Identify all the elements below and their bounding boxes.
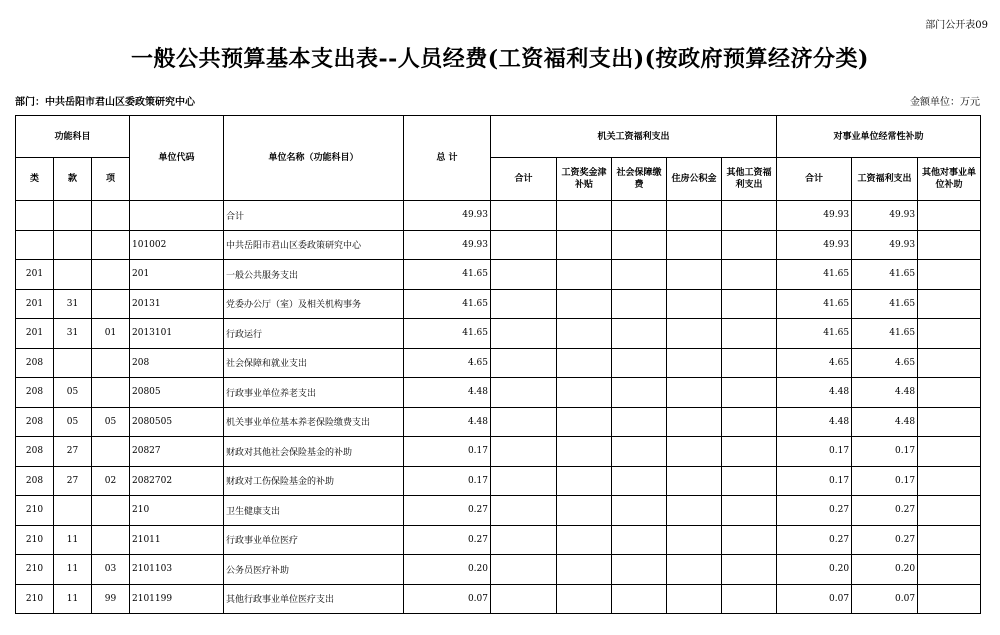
cell-org-bonus (557, 201, 612, 231)
cell-pub-wage: 41.65 (852, 260, 918, 290)
table-row (16, 555, 981, 585)
cell-org-social (612, 584, 667, 614)
cell-org-subtotal (491, 378, 557, 408)
cell-org-social (612, 555, 667, 585)
cell-pub-wage: 41.65 (852, 319, 918, 349)
cell-unit-code: 210 (130, 496, 224, 526)
cell-pub-other (918, 407, 981, 437)
cell-pub-wage: 0.17 (852, 437, 918, 467)
cell-org-bonus (557, 260, 612, 290)
header-org-wage-group: 机关工资福利支出 (491, 116, 777, 158)
cell-org-other (722, 584, 777, 614)
cell-total: 0.17 (404, 437, 491, 467)
header-public-subsidy-group: 对事业单位经常性补助 (777, 116, 981, 158)
cell-org-bonus (557, 584, 612, 614)
cell-org-social (612, 437, 667, 467)
cell-org-bonus (557, 407, 612, 437)
cell-org-housing (667, 466, 722, 496)
cell-xiang (92, 289, 130, 319)
cell-unit-code: 20131 (130, 289, 224, 319)
cell-total: 4.48 (404, 378, 491, 408)
cell-pub-wage: 0.27 (852, 496, 918, 526)
cell-xiang (92, 378, 130, 408)
cell-org-subtotal (491, 437, 557, 467)
cell-kuan (54, 260, 92, 290)
cell-pub-wage: 0.20 (852, 555, 918, 585)
cell-pub-wage: 49.93 (852, 230, 918, 260)
cell-lei: 210 (16, 584, 54, 614)
cell-lei: 208 (16, 348, 54, 378)
cell-org-housing (667, 260, 722, 290)
cell-org-other (722, 230, 777, 260)
cell-org-housing (667, 555, 722, 585)
header-lei: 类 (16, 158, 54, 201)
cell-kuan (54, 230, 92, 260)
cell-org-housing (667, 319, 722, 349)
cell-kuan: 31 (54, 319, 92, 349)
cell-unit-code: 201 (130, 260, 224, 290)
cell-org-housing (667, 407, 722, 437)
cell-org-bonus (557, 378, 612, 408)
cell-pub-other (918, 348, 981, 378)
cell-pub-subtotal: 0.20 (777, 555, 852, 585)
table-row (16, 378, 981, 408)
cell-kuan (54, 348, 92, 378)
cell-org-other (722, 437, 777, 467)
cell-total: 49.93 (404, 230, 491, 260)
cell-total: 41.65 (404, 260, 491, 290)
cell-pub-wage: 4.48 (852, 378, 918, 408)
cell-org-subtotal (491, 525, 557, 555)
cell-lei: 208 (16, 407, 54, 437)
cell-unit-code: 208 (130, 348, 224, 378)
cell-org-subtotal (491, 496, 557, 526)
cell-pub-other (918, 496, 981, 526)
header-org-other: 其他工资福利支出 (722, 158, 777, 201)
cell-unit-code: 2101103 (130, 555, 224, 585)
table-row (16, 348, 981, 378)
cell-lei: 208 (16, 378, 54, 408)
header-xiang: 项 (92, 158, 130, 201)
cell-unit-name: 卫生健康支出 (224, 496, 404, 526)
cell-org-social (612, 319, 667, 349)
cell-org-housing (667, 378, 722, 408)
cell-total: 4.65 (404, 348, 491, 378)
cell-pub-other (918, 437, 981, 467)
cell-org-housing (667, 201, 722, 231)
header-kuan: 款 (54, 158, 92, 201)
cell-pub-subtotal: 41.65 (777, 289, 852, 319)
header-func-subject: 功能科目 (16, 116, 130, 158)
cell-lei: 208 (16, 466, 54, 496)
cell-org-bonus (557, 319, 612, 349)
cell-pub-subtotal: 49.93 (777, 201, 852, 231)
cell-unit-name: 党委办公厅（室）及相关机构事务 (224, 289, 404, 319)
cell-org-subtotal (491, 289, 557, 319)
cell-kuan: 11 (54, 555, 92, 585)
cell-org-housing (667, 437, 722, 467)
cell-kuan: 27 (54, 437, 92, 467)
cell-org-other (722, 260, 777, 290)
cell-lei (16, 230, 54, 260)
cell-lei: 201 (16, 260, 54, 290)
cell-unit-name: 行政事业单位医疗 (224, 525, 404, 555)
header-unit-code: 单位代码 (130, 116, 224, 201)
table-row (16, 466, 981, 496)
table-row (16, 407, 981, 437)
cell-xiang (92, 437, 130, 467)
table-row (16, 496, 981, 526)
cell-pub-wage: 49.93 (852, 201, 918, 231)
cell-unit-code: 2082702 (130, 466, 224, 496)
cell-xiang: 05 (92, 407, 130, 437)
cell-pub-other (918, 555, 981, 585)
cell-org-social (612, 466, 667, 496)
cell-pub-other (918, 319, 981, 349)
cell-unit-code: 20827 (130, 437, 224, 467)
cell-org-other (722, 525, 777, 555)
cell-xiang (92, 260, 130, 290)
cell-pub-wage: 0.17 (852, 466, 918, 496)
cell-pub-subtotal: 4.48 (777, 378, 852, 408)
cell-pub-other (918, 584, 981, 614)
cell-pub-subtotal: 0.27 (777, 496, 852, 526)
cell-total: 41.65 (404, 319, 491, 349)
table-row (16, 319, 981, 349)
cell-pub-subtotal: 4.48 (777, 407, 852, 437)
cell-xiang (92, 230, 130, 260)
cell-org-other (722, 348, 777, 378)
cell-unit-code (130, 201, 224, 231)
table-row (16, 437, 981, 467)
header-pub-wage: 工资福利支出 (852, 158, 918, 201)
cell-pub-subtotal: 49.93 (777, 230, 852, 260)
cell-xiang: 02 (92, 466, 130, 496)
cell-unit-name: 社会保障和就业支出 (224, 348, 404, 378)
cell-org-bonus (557, 525, 612, 555)
cell-pub-other (918, 525, 981, 555)
cell-org-other (722, 319, 777, 349)
cell-org-subtotal (491, 466, 557, 496)
cell-org-social (612, 230, 667, 260)
cell-org-subtotal (491, 260, 557, 290)
cell-unit-name: 公务员医疗补助 (224, 555, 404, 585)
cell-xiang (92, 496, 130, 526)
cell-unit-code: 20805 (130, 378, 224, 408)
cell-org-social (612, 378, 667, 408)
page-title: 一般公共预算基本支出表--人员经费(工资福利支出)(按政府预算经济分类) (131, 46, 869, 72)
cell-pub-wage: 0.07 (852, 584, 918, 614)
header-unit-name: 单位名称（功能科目） (224, 116, 404, 201)
cell-pub-other (918, 260, 981, 290)
cell-lei (16, 201, 54, 231)
cell-xiang (92, 525, 130, 555)
cell-total: 0.07 (404, 584, 491, 614)
cell-total: 41.65 (404, 289, 491, 319)
cell-org-bonus (557, 348, 612, 378)
cell-pub-other (918, 230, 981, 260)
cell-org-subtotal (491, 201, 557, 231)
cell-pub-other (918, 378, 981, 408)
cell-org-other (722, 555, 777, 585)
cell-total: 0.20 (404, 555, 491, 585)
cell-pub-subtotal: 0.27 (777, 525, 852, 555)
table-row (16, 525, 981, 555)
cell-total: 0.17 (404, 466, 491, 496)
cell-org-subtotal (491, 348, 557, 378)
cell-org-subtotal (491, 584, 557, 614)
cell-unit-name: 中共岳阳市君山区委政策研究中心 (224, 230, 404, 260)
table-body (16, 201, 981, 614)
cell-kuan (54, 496, 92, 526)
cell-org-bonus (557, 466, 612, 496)
header-org-subtotal: 合计 (491, 158, 557, 201)
cell-org-subtotal (491, 230, 557, 260)
cell-org-social (612, 496, 667, 526)
cell-unit-name: 行政事业单位养老支出 (224, 378, 404, 408)
cell-org-social (612, 201, 667, 231)
cell-unit-name: 机关事业单位基本养老保险缴费支出 (224, 407, 404, 437)
cell-unit-name: 其他行政事业单位医疗支出 (224, 584, 404, 614)
cell-unit-code: 2013101 (130, 319, 224, 349)
cell-kuan: 11 (54, 584, 92, 614)
cell-org-housing (667, 525, 722, 555)
cell-pub-subtotal: 4.65 (777, 348, 852, 378)
cell-org-social (612, 289, 667, 319)
header-org-social: 社会保障缴费 (612, 158, 667, 201)
cell-pub-other (918, 289, 981, 319)
cell-org-housing (667, 584, 722, 614)
header-row-top (16, 116, 981, 158)
cell-org-housing (667, 230, 722, 260)
cell-total: 49.93 (404, 201, 491, 231)
cell-org-bonus (557, 496, 612, 526)
table-row (16, 289, 981, 319)
cell-pub-wage: 4.65 (852, 348, 918, 378)
cell-unit-code: 101002 (130, 230, 224, 260)
cell-pub-subtotal: 41.65 (777, 319, 852, 349)
table-row (16, 230, 981, 260)
cell-xiang (92, 201, 130, 231)
cell-org-other (722, 496, 777, 526)
cell-kuan: 27 (54, 466, 92, 496)
header-org-bonus: 工资奖金津补贴 (557, 158, 612, 201)
header-pub-other: 其他对事业单位补助 (918, 158, 981, 201)
cell-lei: 210 (16, 525, 54, 555)
cell-pub-wage: 0.27 (852, 525, 918, 555)
cell-unit-name: 一般公共服务支出 (224, 260, 404, 290)
cell-org-other (722, 289, 777, 319)
cell-org-bonus (557, 555, 612, 585)
cell-total: 0.27 (404, 496, 491, 526)
form-number-label: 部门公开表09 (925, 20, 988, 31)
department-label: 部门：中共岳阳市君山区委政策研究中心 (15, 97, 195, 108)
cell-org-housing (667, 289, 722, 319)
header-total: 总 计 (404, 116, 491, 201)
cell-kuan: 31 (54, 289, 92, 319)
cell-total: 4.48 (404, 407, 491, 437)
cell-unit-name: 合计 (224, 201, 404, 231)
cell-kuan (54, 201, 92, 231)
cell-lei: 210 (16, 496, 54, 526)
cell-org-subtotal (491, 319, 557, 349)
cell-pub-wage: 41.65 (852, 289, 918, 319)
cell-pub-subtotal: 41.65 (777, 260, 852, 290)
cell-org-subtotal (491, 407, 557, 437)
cell-lei: 201 (16, 289, 54, 319)
cell-org-housing (667, 348, 722, 378)
amount-unit-label: 金额单位：万元 (910, 97, 980, 108)
cell-pub-subtotal: 0.07 (777, 584, 852, 614)
cell-org-other (722, 466, 777, 496)
cell-lei: 210 (16, 555, 54, 585)
cell-unit-code: 2080505 (130, 407, 224, 437)
cell-xiang: 03 (92, 555, 130, 585)
cell-org-bonus (557, 289, 612, 319)
table-row (16, 260, 981, 290)
cell-pub-subtotal: 0.17 (777, 466, 852, 496)
cell-org-bonus (557, 437, 612, 467)
cell-org-social (612, 348, 667, 378)
table-row (16, 201, 981, 231)
cell-unit-name: 财政对其他社会保险基金的补助 (224, 437, 404, 467)
cell-org-other (722, 378, 777, 408)
cell-org-other (722, 201, 777, 231)
cell-pub-other (918, 201, 981, 231)
cell-xiang: 01 (92, 319, 130, 349)
cell-org-social (612, 525, 667, 555)
cell-kuan: 11 (54, 525, 92, 555)
cell-unit-name: 财政对工伤保险基金的补助 (224, 466, 404, 496)
cell-xiang (92, 348, 130, 378)
cell-unit-code: 21011 (130, 525, 224, 555)
cell-pub-wage: 4.48 (852, 407, 918, 437)
cell-lei: 201 (16, 319, 54, 349)
cell-org-social (612, 260, 667, 290)
cell-org-other (722, 407, 777, 437)
header-org-housing: 住房公积金 (667, 158, 722, 201)
cell-org-social (612, 407, 667, 437)
cell-total: 0.27 (404, 525, 491, 555)
cell-org-housing (667, 496, 722, 526)
cell-kuan: 05 (54, 407, 92, 437)
cell-kuan: 05 (54, 378, 92, 408)
cell-lei: 208 (16, 437, 54, 467)
budget-table (15, 115, 981, 614)
cell-org-subtotal (491, 555, 557, 585)
cell-unit-name: 行政运行 (224, 319, 404, 349)
cell-pub-subtotal: 0.17 (777, 437, 852, 467)
cell-pub-other (918, 466, 981, 496)
cell-xiang: 99 (92, 584, 130, 614)
cell-org-bonus (557, 230, 612, 260)
header-pub-subtotal: 合计 (777, 158, 852, 201)
table-row (16, 584, 981, 614)
cell-unit-code: 2101199 (130, 584, 224, 614)
